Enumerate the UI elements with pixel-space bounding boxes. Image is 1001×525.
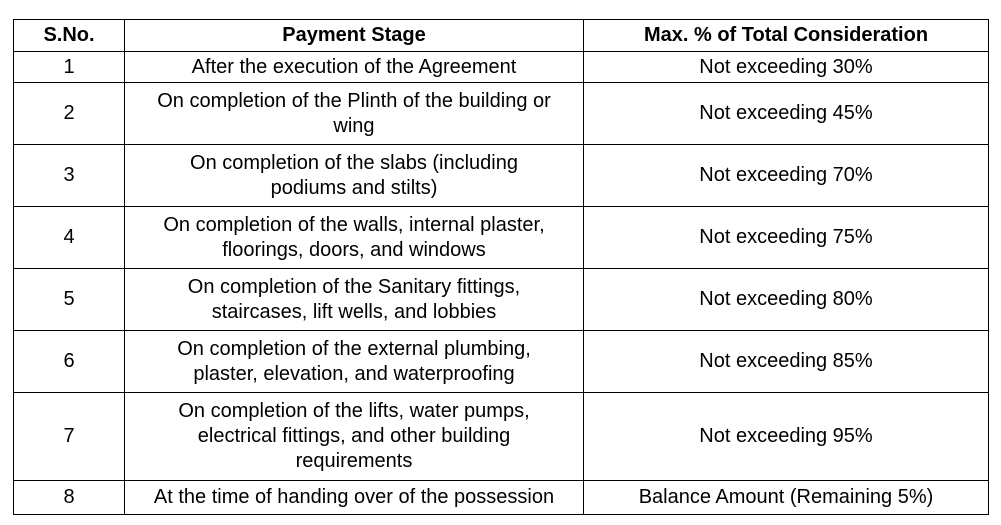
table-row (14, 145, 989, 207)
cell-stage: On completion of the slabs (including podiums and stilts) (125, 145, 584, 207)
cell-sno: 3 (14, 145, 125, 207)
table-row (14, 83, 989, 145)
cell-max: Not exceeding 70% (584, 145, 989, 207)
cell-stage: On completion of the Sanitary fittings, staircases, lift wells, and lobbies (125, 269, 584, 331)
cell-sno: 1 (14, 52, 125, 83)
cell-sno: 5 (14, 269, 125, 331)
cell-stage: On completion of the Plinth of the building or wing (125, 83, 584, 145)
table-row (14, 207, 989, 269)
header-row (14, 20, 989, 52)
cell-max: Not exceeding 80% (584, 269, 989, 331)
cell-max: Not exceeding 75% (584, 207, 989, 269)
table-row (14, 481, 989, 515)
cell-sno: 8 (14, 481, 125, 515)
cell-max: Not exceeding 95% (584, 393, 989, 481)
cell-stage: After the execution of the Agreement (125, 52, 584, 83)
cell-max: Not exceeding 30% (584, 52, 989, 83)
cell-stage: At the time of handing over of the possession (125, 481, 584, 515)
header-sno: S.No. (14, 20, 125, 52)
cell-sno: 2 (14, 83, 125, 145)
payment-schedule (13, 19, 989, 515)
cell-max: Not exceeding 45% (584, 83, 989, 145)
cell-stage: On completion of the lifts, water pumps, electrical fittings, and other building requirements (125, 393, 584, 481)
header-max-percent: Max. % of Total Consideration (584, 20, 989, 52)
cell-sno: 4 (14, 207, 125, 269)
cell-max: Not exceeding 85% (584, 331, 989, 393)
cell-max: Balance Amount (Remaining 5%) (584, 481, 989, 515)
cell-sno: 7 (14, 393, 125, 481)
payment-schedule-table (13, 19, 989, 515)
table-row (14, 393, 989, 481)
table-row (14, 331, 989, 393)
cell-stage: On completion of the external plumbing, plaster, elevation, and waterproofing (125, 331, 584, 393)
header-payment-stage: Payment Stage (125, 20, 584, 52)
cell-sno: 6 (14, 331, 125, 393)
table-row (14, 52, 989, 83)
cell-stage: On completion of the walls, internal plaster, floorings, doors, and windows (125, 207, 584, 269)
table-row (14, 269, 989, 331)
